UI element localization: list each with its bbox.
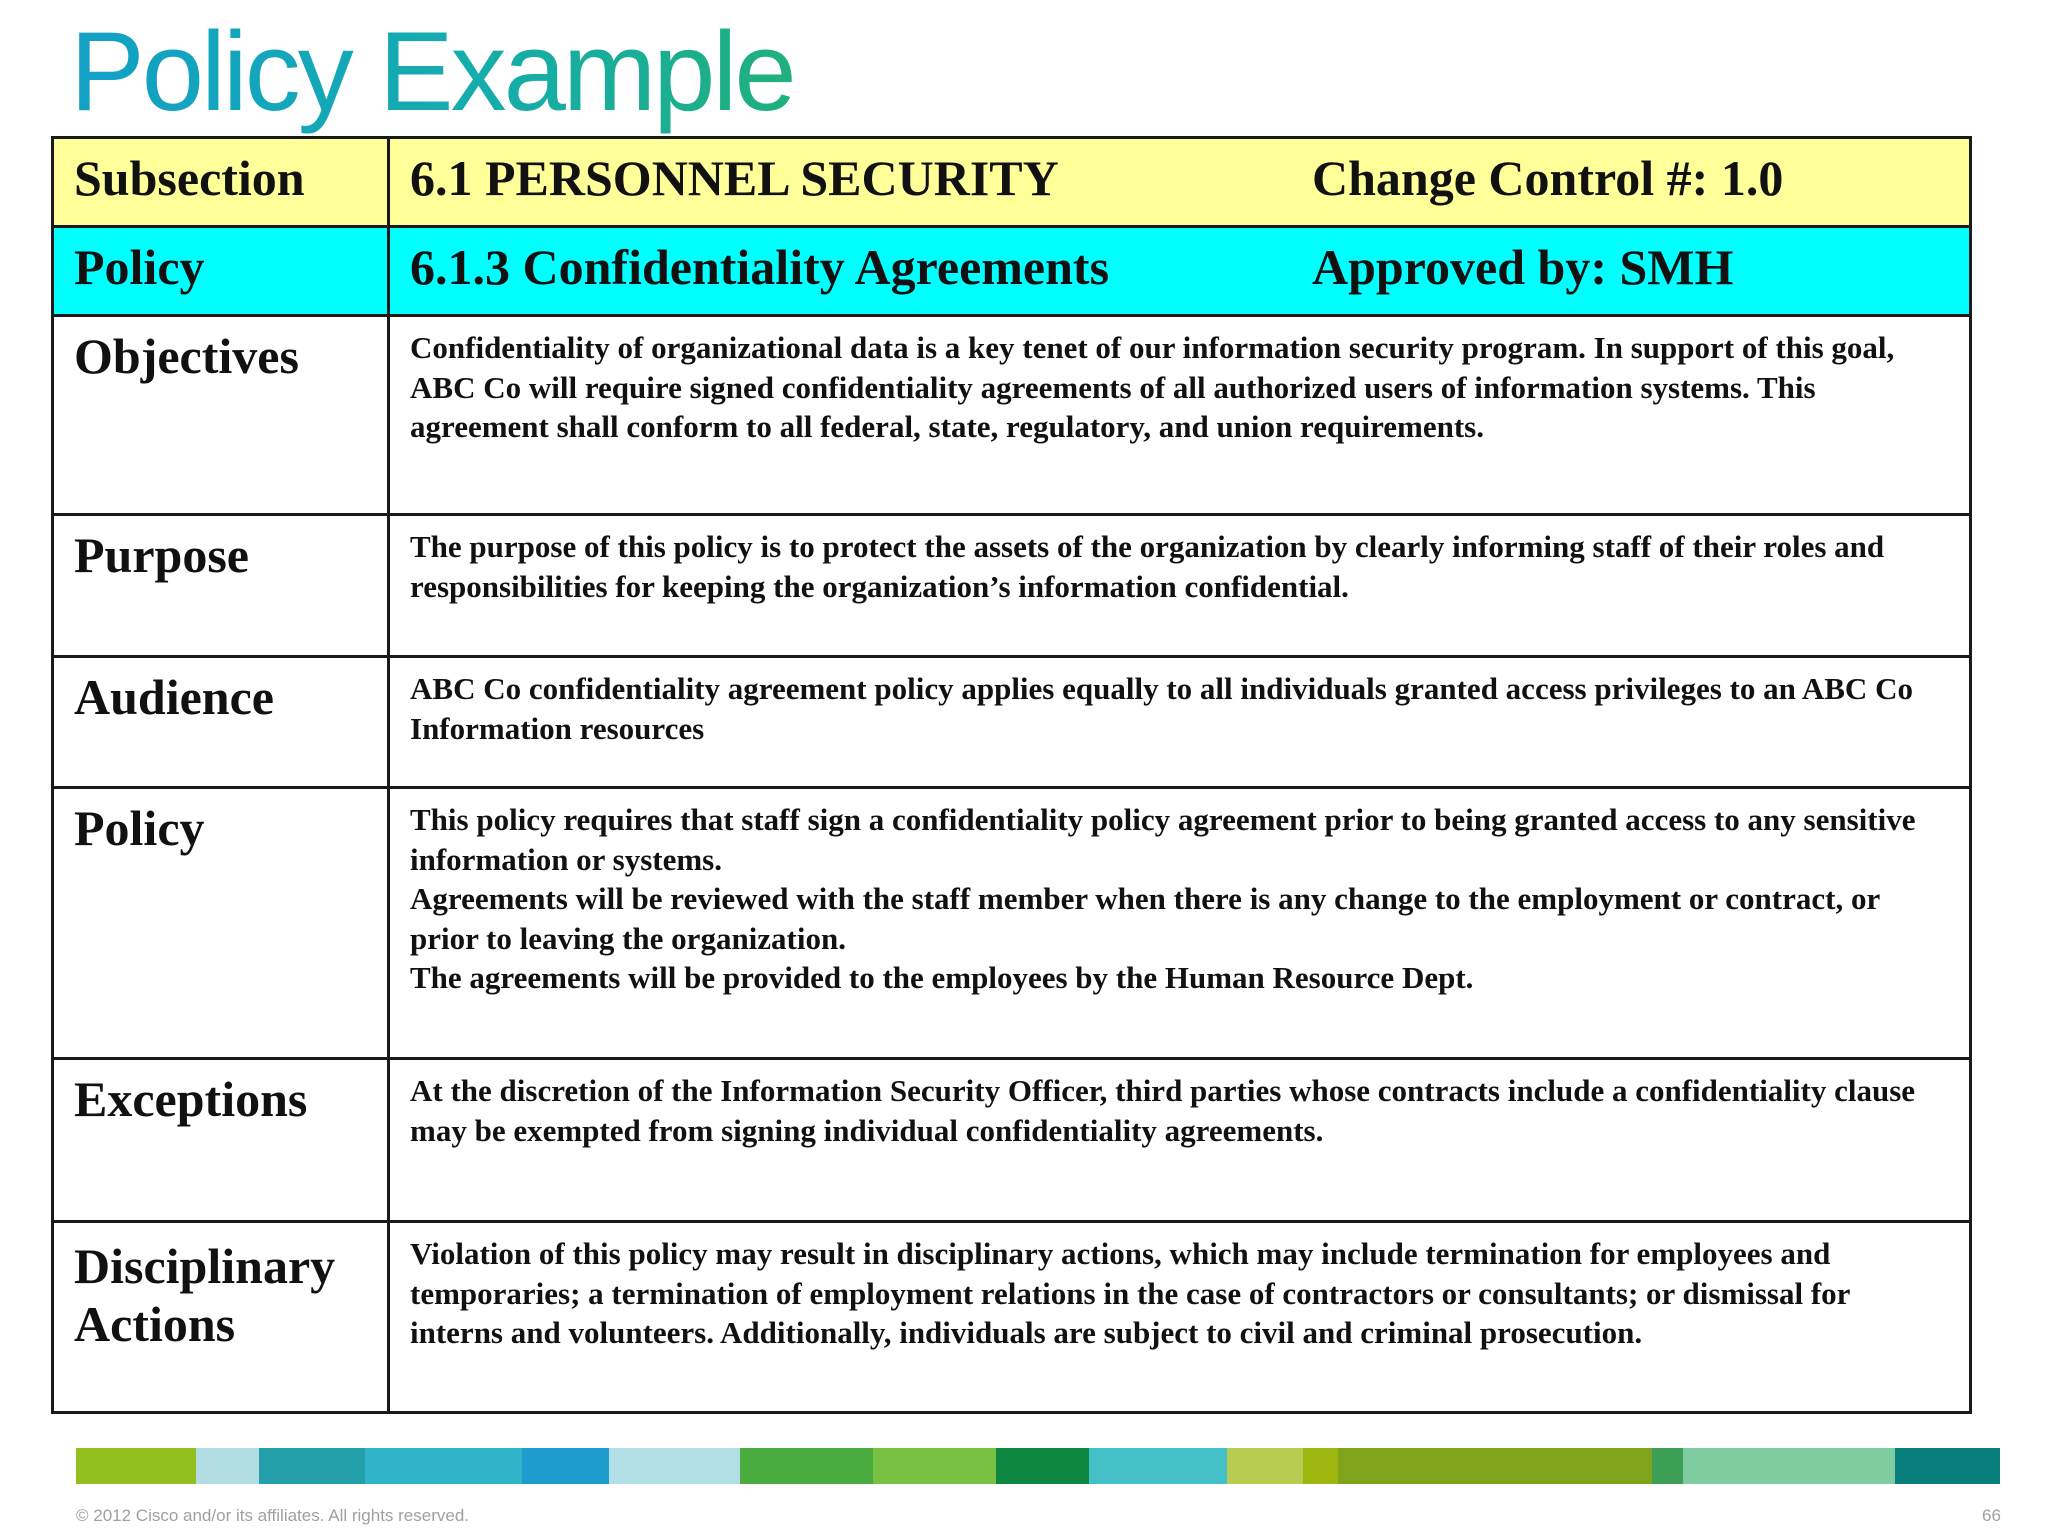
row-text: Violation of this policy may result in disciplinary actions, which may include termination for employees and temporaries; a termination of employment relations in the case of contractors or consultants; or dismissal for interns and volunteers. Additionally, individuals are subject to civil and criminal prosecution.	[410, 1236, 1850, 1350]
table-row	[53, 788, 1971, 1059]
subsection-row	[53, 138, 1971, 227]
policy-table	[51, 136, 1972, 1414]
table-row	[53, 316, 1971, 515]
stripe-segment	[76, 1448, 196, 1484]
stripe-segment	[1338, 1448, 1652, 1484]
subsection-label: Subsection	[74, 150, 305, 206]
row-text: Confidentiality of organizational data is a key tenet of our information security program. In support of this goal, ABC Co will require signed confidentiality agreements of all authorized users of information systems. This agreement shall conform to all federal, state, regulatory, and union requirements.	[410, 330, 1895, 444]
row-text: At the discretion of the Information Security Officer, third parties whose contracts include a confidentiality clause may be exempted from signing individual confidentiality agreements.	[410, 1073, 1916, 1148]
stripe-segment	[1652, 1448, 1683, 1484]
slide-title: Policy Example	[70, 8, 794, 137]
stripe-segment	[873, 1448, 997, 1484]
change-control: Change Control #: 1.0	[1312, 150, 1784, 206]
stripe-segment	[609, 1448, 739, 1484]
stripe-segment	[996, 1448, 1089, 1484]
policy-label-cell	[53, 227, 389, 316]
row-label: Exceptions	[74, 1071, 308, 1127]
approved-by: Approved by: SMH	[1312, 239, 1734, 295]
table-row	[53, 515, 1971, 657]
stripe-segment	[522, 1448, 609, 1484]
subsection-label-cell	[53, 138, 389, 227]
copyright-footer: © 2012 Cisco and/or its affiliates. All rights reserved.	[76, 1506, 470, 1525]
table-row	[53, 657, 1971, 788]
stripe-segment	[365, 1448, 522, 1484]
row-text: This policy requires that staff sign a confidentiality policy agreement prior to being granted access to any sensitive information or systems. Agreements will be reviewed with the staff member when there is any change to the employment or contract, or prior to leaving the organization. The agreements will be provided to the employees by the Human Resource Dept.	[410, 802, 1916, 995]
stripe-segment	[1089, 1448, 1227, 1484]
row-label: Disciplinary Actions	[74, 1238, 336, 1352]
subsection-value-cell	[389, 138, 1971, 227]
policy-value-cell	[389, 227, 1971, 316]
policy-value: 6.1.3 Confidentiality Agreements	[410, 239, 1110, 295]
stripe-segment	[196, 1448, 259, 1484]
row-label: Objectives	[74, 328, 299, 384]
policy-header-label: Policy	[74, 239, 205, 295]
row-label: Purpose	[74, 527, 249, 583]
stripe-segment	[1895, 1448, 2001, 1484]
row-text: The purpose of this policy is to protect the assets of the organization by clearly informing staff of their roles and responsibilities for keeping the organization’s information confidential.	[410, 529, 1885, 604]
stripe-segment	[1227, 1448, 1303, 1484]
row-label: Audience	[74, 669, 274, 725]
stripe-segment	[740, 1448, 873, 1484]
stripe-segment	[1303, 1448, 1338, 1484]
color-stripe	[76, 1448, 2000, 1484]
table-row	[53, 1222, 1971, 1413]
page-number: 66	[1982, 1506, 2001, 1525]
policy-header-row	[53, 227, 1971, 316]
subsection-value: 6.1 PERSONNEL SECURITY	[410, 150, 1059, 206]
row-text: ABC Co confidentiality agreement policy applies equally to all individuals granted access privileges to an ABC Co Information resources	[410, 671, 1913, 746]
stripe-segment	[1683, 1448, 1894, 1484]
stripe-segment	[259, 1448, 365, 1484]
row-label: Policy	[74, 800, 205, 856]
table-row	[53, 1059, 1971, 1222]
